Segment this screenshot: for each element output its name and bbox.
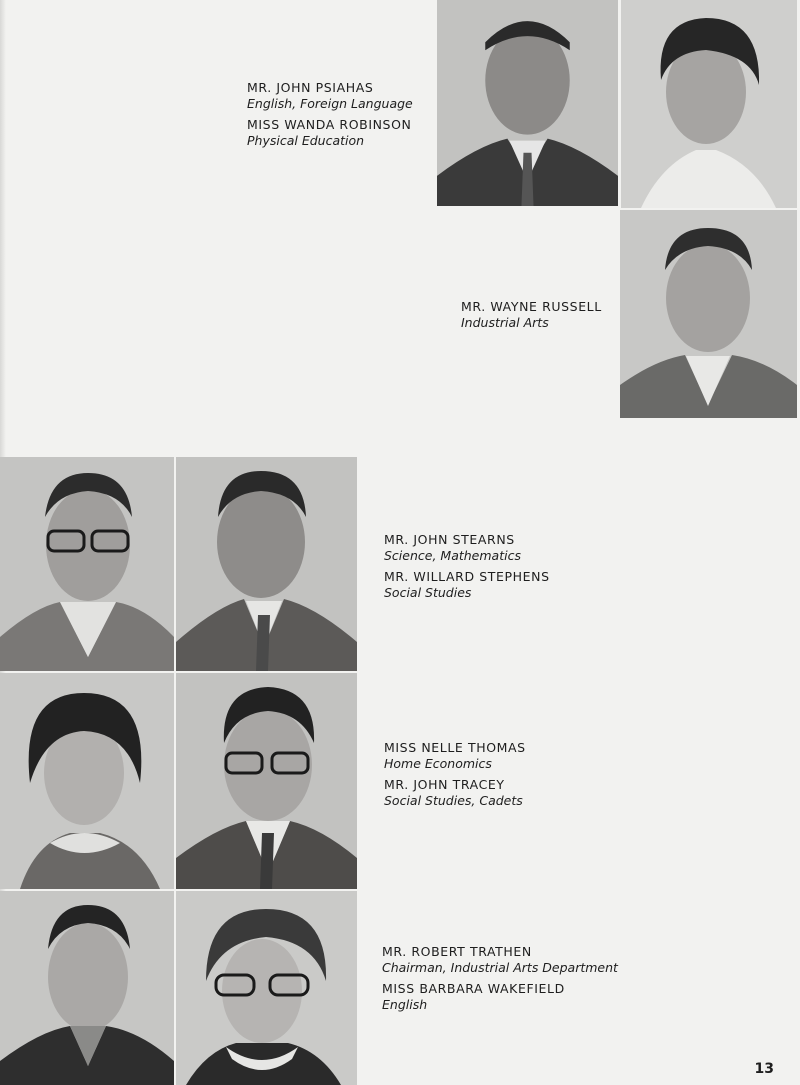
portrait-photo-tracey [176,673,357,889]
portrait-photo-trathen [0,891,174,1085]
portrait-photo-stephens [176,457,357,671]
portrait-photo-thomas [0,673,174,889]
faculty-subject: Home Economics [384,756,492,771]
faculty-caption-stearns-stephens [384,532,550,606]
faculty-caption-psiahas-robinson [247,80,413,154]
portrait-photo-stearns [0,457,174,671]
faculty-caption-thomas-tracey [384,740,526,814]
faculty-subject: Social Studies [384,585,472,600]
faculty-subject: English, Foreign Language [247,96,413,111]
faculty-subject: Science, Mathematics [384,548,521,563]
faculty-subject: Social Studies, Cadets [384,793,523,808]
faculty-name: MISS BARBARA WAKEFIELD [382,981,565,996]
faculty-name: MR. JOHN PSIAHAS [247,80,374,95]
portrait-photo-wakefield [176,891,357,1085]
faculty-name: MR. WAYNE RUSSELL [461,299,602,314]
faculty-name: MISS NELLE THOMAS [384,740,526,755]
faculty-subject: Physical Education [247,133,365,148]
page-number: 13 [754,1061,774,1077]
faculty-caption-russell [461,299,602,336]
portrait-photo-robinson [621,0,797,208]
portrait-photo-psiahas [437,0,618,206]
faculty-name: MR. JOHN TRACEY [384,777,505,792]
faculty-name: MR. WILLARD STEPHENS [384,569,550,584]
faculty-caption-trathen-wakefield [382,944,618,1018]
portrait-photo-russell [620,210,797,418]
faculty-subject: English [382,997,428,1012]
faculty-name: MISS WANDA ROBINSON [247,117,412,132]
faculty-name: MR. ROBERT TRATHEN [382,944,532,959]
faculty-subject: Industrial Arts [461,315,549,330]
faculty-subject: Chairman, Industrial Arts Department [382,960,618,975]
faculty-name: MR. JOHN STEARNS [384,532,515,547]
